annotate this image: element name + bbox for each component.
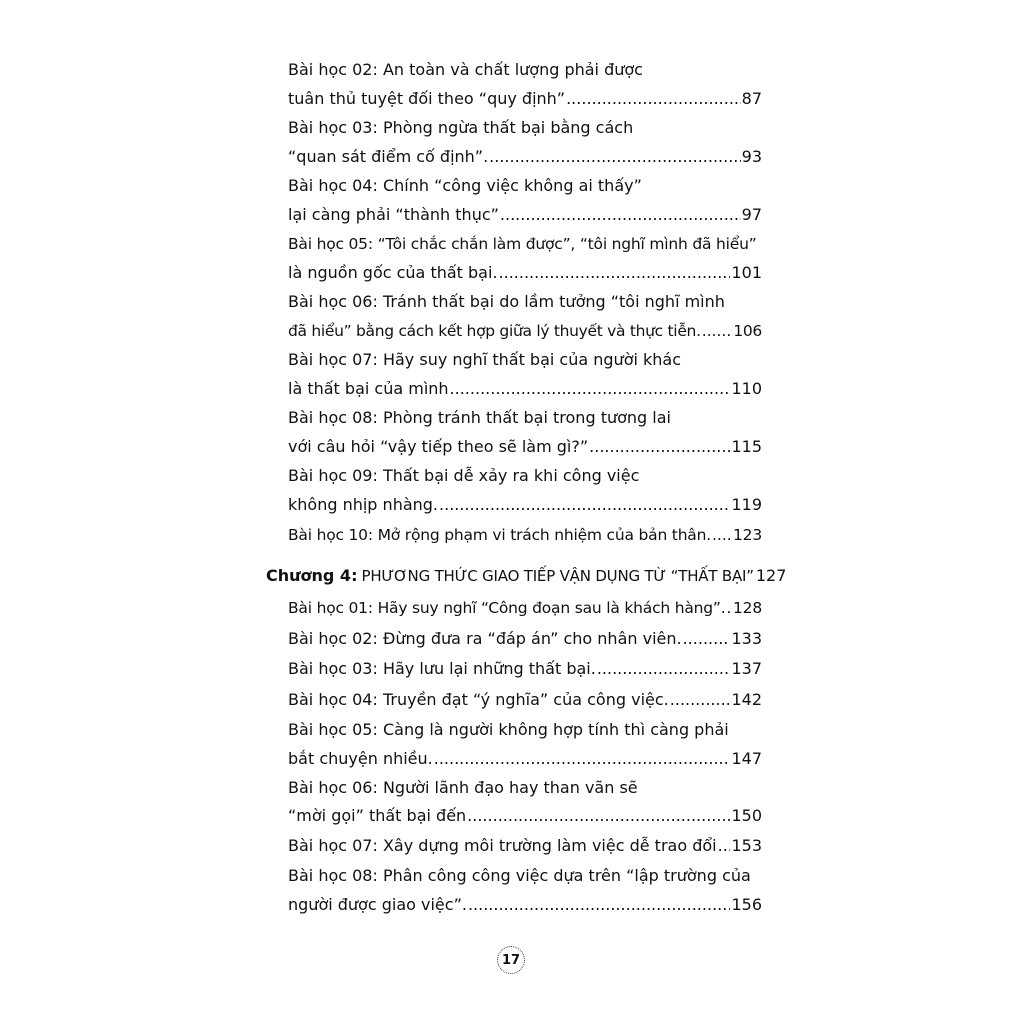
toc-entry-title: người được giao việc”.	[288, 895, 467, 914]
toc-entry	[288, 437, 762, 457]
toc-page-number: 87	[741, 89, 762, 108]
toc-page-number: 119	[731, 495, 762, 514]
dot-leader	[597, 659, 731, 679]
chapter-heading	[266, 566, 787, 586]
toc-entry	[288, 749, 762, 769]
toc-page-number: 97	[741, 205, 762, 224]
toc-page-number: 123	[733, 526, 762, 544]
toc-page-number: 93	[741, 147, 762, 166]
dot-leader	[702, 321, 733, 341]
toc-entry-title: “quan sát điểm cố định”.	[288, 147, 489, 166]
toc-page-number: 101	[731, 263, 762, 282]
toc-page-number: 106	[733, 322, 762, 340]
toc-entry-title-line: Bài học 05: “Tôi chắc chắn làm được”, “tôi nghĩ mình đã hiểu”	[288, 235, 757, 253]
toc-entry-title: là thất bại của mình	[288, 379, 449, 398]
toc-entry-title: “mời gọi” thất bại đến	[288, 806, 467, 825]
toc-page-number: 153	[731, 836, 762, 855]
toc-entry	[288, 379, 762, 399]
toc-entry-title-line: Bài học 07: Hãy suy nghĩ thất bại của người khác	[288, 350, 682, 369]
dot-leader	[500, 205, 741, 225]
toc-entry-title: bắt chuyện nhiều.	[288, 749, 433, 768]
toc-entry	[288, 205, 762, 225]
dot-leader	[566, 89, 741, 109]
toc-page-number: 142	[731, 690, 762, 709]
dot-leader	[712, 525, 732, 545]
toc-entry-title-line: Bài học 04: Chính “công việc không ai thấy”	[288, 176, 642, 195]
toc-page-number: 147	[731, 749, 762, 768]
dot-leader	[726, 598, 732, 618]
toc-entry-title: lại càng phải “thành thục”	[288, 205, 499, 224]
toc-entry-title: Bài học 02: Đừng đưa ra “đáp án” cho nhân viên.	[288, 629, 682, 648]
toc-entry	[288, 629, 762, 649]
toc-page-number: 133	[731, 629, 762, 648]
toc-entry-title: đã hiểu” bằng cách kết hợp giữa lý thuyết và thực tiễn.	[288, 322, 701, 340]
toc-entry-title: tuân thủ tuyệt đối theo “quy định”	[288, 89, 566, 108]
toc-entry-title: Bài học 07: Xây dựng môi trường làm việc dễ trao đổi	[288, 836, 717, 855]
dot-leader	[468, 895, 731, 915]
toc-entry	[288, 147, 762, 167]
toc-entry	[288, 495, 762, 515]
toc-entry-title-line: Bài học 03: Phòng ngừa thất bại bằng cách	[288, 118, 634, 137]
toc-entry-title: với câu hỏi “vậy tiếp theo sẽ làm gì?”	[288, 437, 589, 456]
toc-entry	[288, 806, 762, 826]
toc-entry	[288, 321, 762, 341]
toc-page-number: 115	[731, 437, 762, 456]
toc-entry	[288, 598, 762, 618]
dot-leader	[670, 690, 731, 710]
toc-entry-title: không nhịp nhàng.	[288, 495, 439, 514]
toc-entry-title: Bài học 03: Hãy lưu lại những thất bại.	[288, 659, 596, 678]
toc-entry	[288, 525, 762, 545]
toc-entry	[288, 690, 762, 710]
toc-page-number: 110	[731, 379, 762, 398]
toc-entry-title-line: Bài học 05: Càng là người không hợp tính thì càng phải	[288, 720, 729, 739]
page-number-badge	[497, 946, 525, 974]
dot-leader	[718, 836, 731, 856]
chapter-label: Chương 4:	[266, 566, 358, 585]
dot-leader	[434, 749, 731, 769]
toc-entry-title-line: Bài học 09: Thất bại dễ xảy ra khi công việc	[288, 466, 640, 485]
dot-leader	[489, 147, 740, 167]
dot-leader	[683, 629, 731, 649]
toc-page-number: 137	[731, 659, 762, 678]
toc-entry-title: Bài học 01: Hãy suy nghĩ “Công đoạn sau là khách hàng”.	[288, 599, 726, 617]
toc-entry	[288, 89, 762, 109]
toc-entry-title-line: Bài học 08: Phòng tránh thất bại trong tương lai	[288, 408, 671, 427]
toc-entry-title: là nguồn gốc của thất bại.	[288, 263, 498, 282]
dot-leader	[439, 495, 730, 515]
toc-entry-title-line: Bài học 06: Tránh thất bại do lầm tưởng “tôi nghĩ mình	[288, 292, 725, 311]
toc-entry-title-line: Bài học 02: An toàn và chất lượng phải được	[288, 60, 643, 79]
toc-page-number: 128	[733, 599, 762, 617]
toc-entry-title-line: Bài học 06: Người lãnh đạo hay than vãn sẽ	[288, 778, 638, 797]
dot-leader	[499, 263, 731, 283]
chapter-title: PHƯƠNG THỨC GIAO TIẾP VẬN DỤNG TỪ “THẤT BẠI”	[361, 567, 754, 585]
toc-entry	[288, 836, 762, 856]
toc-page-number: 156	[731, 895, 762, 914]
toc-entry	[288, 659, 762, 679]
toc-entry-title-line: Bài học 08: Phân công công việc dựa trên “lập trường của	[288, 866, 751, 885]
dot-leader	[467, 806, 730, 826]
dot-leader	[450, 379, 731, 399]
toc-page-number: 127	[755, 566, 787, 585]
page-number: 17	[501, 952, 521, 968]
dot-leader	[589, 437, 730, 457]
toc-entry-title: Bài học 04: Truyền đạt “ý nghĩa” của công việc.	[288, 690, 669, 709]
toc-entry	[288, 895, 762, 915]
toc-entry	[288, 263, 762, 283]
toc-entry-title: Bài học 10: Mở rộng phạm vi trách nhiệm của bản thân.	[288, 526, 711, 544]
toc-page-number: 150	[731, 806, 762, 825]
